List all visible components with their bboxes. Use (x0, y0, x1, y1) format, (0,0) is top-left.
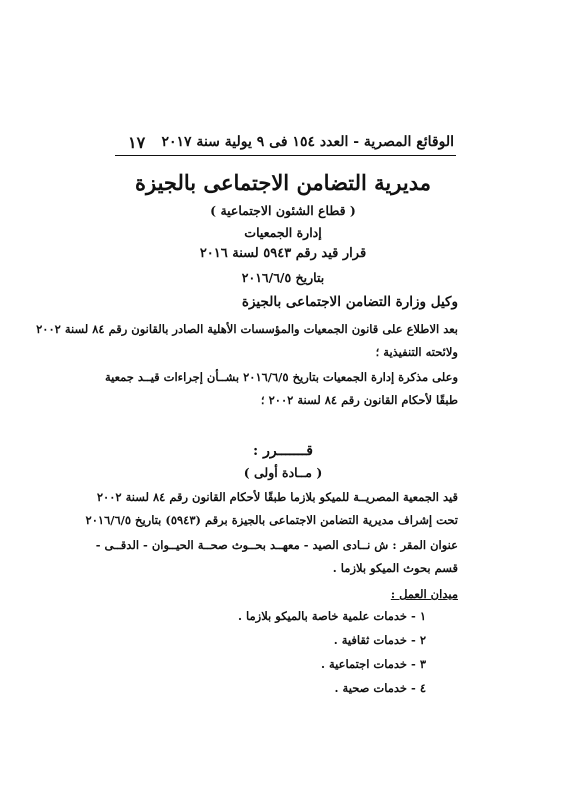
undersecretary-title: وكيل وزارة التضامن الاجتماعى بالجيزة (241, 294, 458, 310)
field-of-work-item: ٤ - خدمات صحية . (334, 681, 426, 695)
memo-reference-line-1: وعلى مذكرة إدارة الجمعيات بتاريخ ٢٠١٦/٦/٥ بشــأن إجراءات قيــد جمعية (104, 370, 458, 384)
decides-heading: قـــــــرر : (253, 443, 313, 459)
field-of-work-item: ٣ - خدمات اجتماعية . (320, 657, 426, 671)
administration-name: إدارة الجمعيات (244, 225, 322, 240)
memo-reference-line-2: طبقًا لأحكام القانون رقم ٨٤ لسنة ٢٠٠٢ ؛ (260, 393, 458, 407)
field-of-work-label: ميدان العمل : (390, 587, 458, 601)
law-reference-line-2: ولائحته التنفيذية ؛ (375, 345, 458, 359)
registration-line-2: تحت إشراف مديرية التضامن الاجتماعى بالجيزة برقم (٥٩٤٣) بتاريخ ٢٠١٦/٦/٥ (85, 513, 458, 527)
directorate-title: مديرية التضامن الاجتماعى بالجيزة (135, 170, 431, 195)
law-reference-line-1: بعد الاطلاع على قانون الجمعيات والمؤسسات الأهلية الصادر بالقانون رقم ٨٤ لسنة ٢٠٠٢ (36, 322, 458, 336)
address-line-1: عنوان المقر : ش نــادى الصيد - معهــد بحــوث صحــة الحيــوان - الدقــى - (95, 538, 458, 552)
header-divider (115, 155, 456, 156)
decision-date: بتاريخ ٢٠١٦/٦/٥ (241, 270, 325, 285)
page-number: ١٧ (128, 133, 146, 152)
sector-subtitle: ( قطاع الشئون الاجتماعية ) (210, 203, 356, 218)
article-one-heading: ( مــادة أولى ) (243, 465, 323, 480)
address-line-2: قسم بحوث الميكو بلازما . (332, 561, 458, 575)
field-of-work-item: ١ - خدمات علمية خاصة بالميكو بلازما . (237, 609, 426, 623)
decision-number: قرار قيد رقم ٥٩٤٣ لسنة ٢٠١٦ (199, 246, 367, 261)
gazette-header-title: الوقائع المصرية - العدد ١٥٤ فى ٩ يولية سنة ٢٠١٧ (161, 134, 454, 150)
field-of-work-item: ٢ - خدمات ثقافية . (333, 633, 426, 647)
registration-line-1: قيد الجمعية المصريــة للميكو بلازما طبقًا لأحكام القانون رقم ٨٤ لسنة ٢٠٠٢ (96, 490, 458, 504)
